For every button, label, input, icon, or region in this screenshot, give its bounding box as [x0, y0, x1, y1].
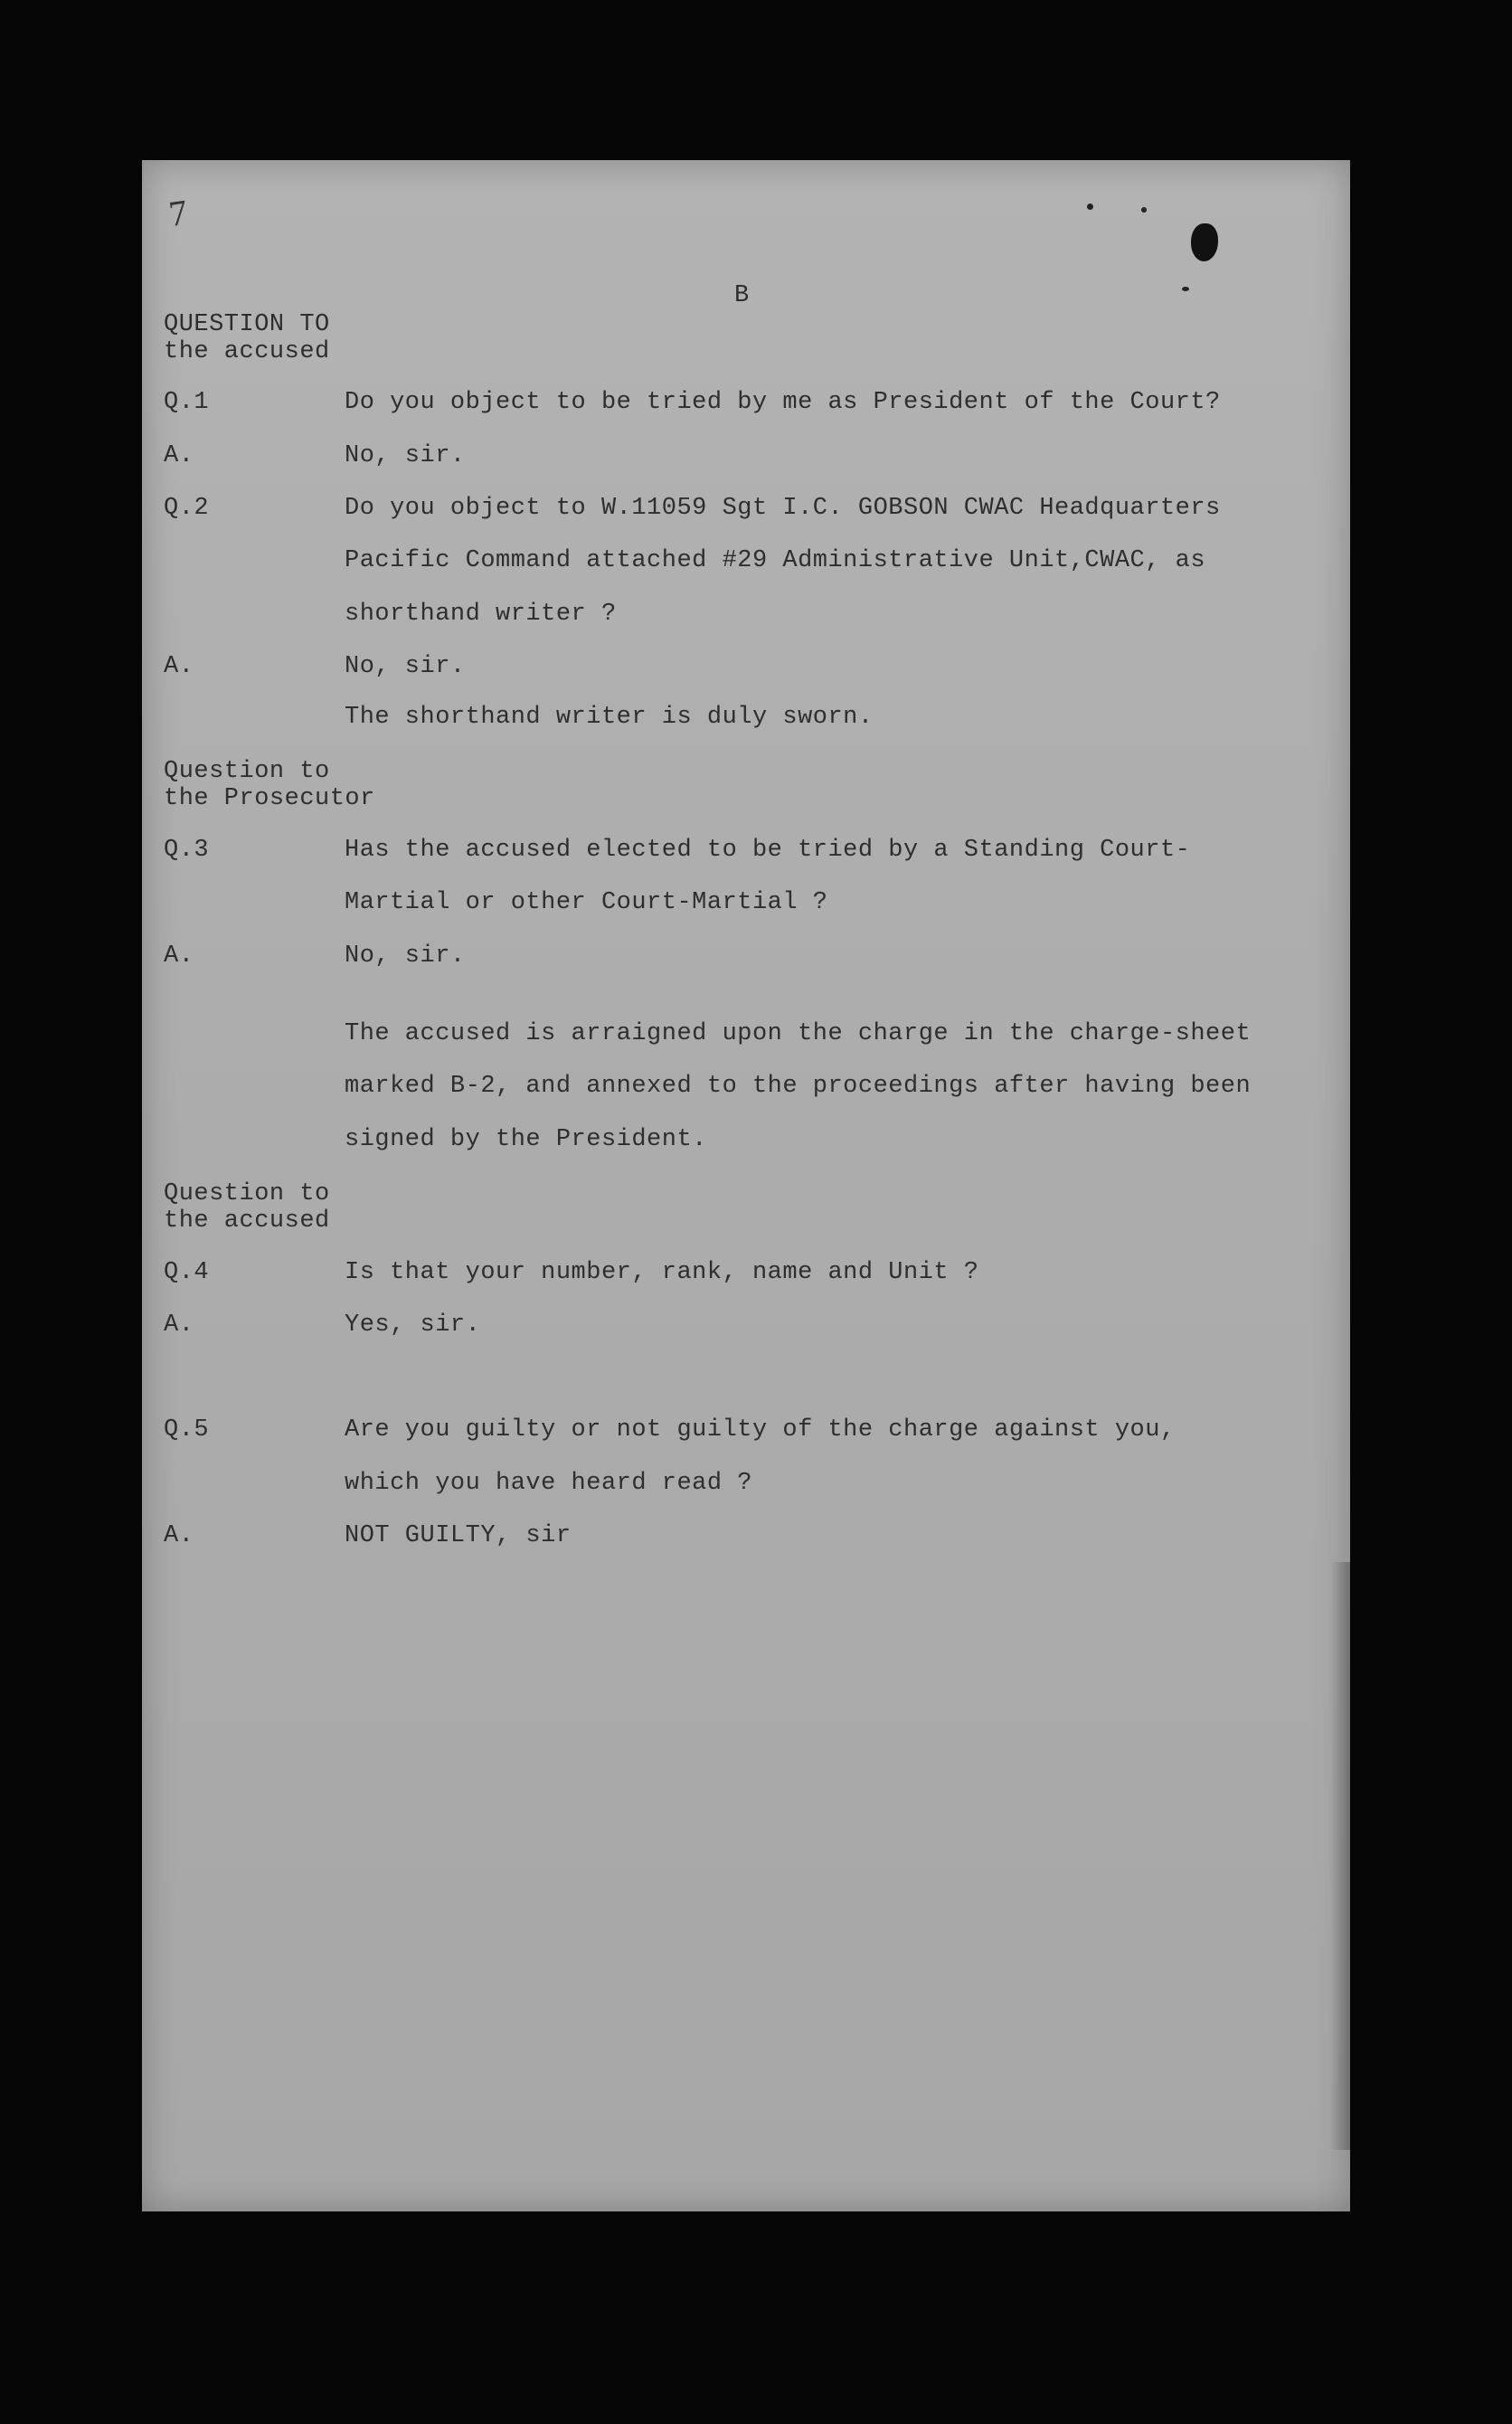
ink-speck	[1087, 204, 1093, 210]
question-text: Pacific Command attached #29 Administrative Unit,CWAC, as	[345, 547, 1206, 574]
answer-text: NOT GUILTY, sir	[345, 1522, 572, 1549]
question-text: Do you object to W.11059 Sgt I.C. GOBSON CWAC Headquarters	[345, 495, 1221, 522]
page-edge-shadow	[1330, 1562, 1350, 2150]
question-text: Are you guilty or not guilty of the charge against you,	[345, 1416, 1176, 1444]
question-label: Q.5	[164, 1416, 210, 1444]
document-page	[142, 160, 1350, 2211]
question-label: Q.2	[164, 495, 210, 522]
question-label: Q.4	[164, 1259, 210, 1286]
answer-label: A.	[164, 1311, 194, 1339]
statement-text: The accused is arraigned upon the charge in the charge-sheet	[345, 1020, 1252, 1047]
ink-speck	[1182, 287, 1189, 291]
statement-text: The shorthand writer is duly sworn.	[345, 704, 874, 731]
question-text: shorthand writer ?	[345, 601, 617, 628]
answer-label: A.	[164, 942, 194, 970]
answer-text: No, sir.	[345, 942, 466, 970]
question-text: Do you object to be tried by me as President of the Court?	[345, 389, 1221, 416]
answer-text: No, sir.	[345, 653, 466, 680]
section-mark: B	[734, 282, 750, 309]
answer-label: A.	[164, 442, 194, 469]
section-header: Question to	[164, 758, 330, 785]
answer-text: No, sir.	[345, 442, 466, 469]
statement-text: marked B-2, and annexed to the proceedings after having been	[345, 1073, 1252, 1100]
question-text: Has the accused elected to be tried by a Standing Court-	[345, 837, 1191, 864]
section-header: Question to	[164, 1180, 330, 1207]
answer-text: Yes, sir.	[345, 1311, 481, 1339]
statement-text: signed by the President.	[345, 1126, 707, 1153]
ink-blot	[1191, 223, 1218, 261]
section-header: the accused	[164, 338, 330, 365]
section-header: the Prosecutor	[164, 785, 375, 812]
question-label: Q.1	[164, 389, 210, 416]
handwritten-page-number: 7	[165, 191, 191, 235]
section-header: the accused	[164, 1207, 330, 1235]
question-label: Q.3	[164, 837, 210, 864]
answer-label: A.	[164, 1522, 194, 1549]
question-text: which you have heard read ?	[345, 1470, 752, 1497]
answer-label: A.	[164, 653, 194, 680]
section-header: QUESTION TO	[164, 311, 330, 338]
ink-speck	[1141, 207, 1147, 213]
question-text: Is that your number, rank, name and Unit ?	[345, 1259, 979, 1286]
question-text: Martial or other Court-Martial ?	[345, 889, 828, 916]
